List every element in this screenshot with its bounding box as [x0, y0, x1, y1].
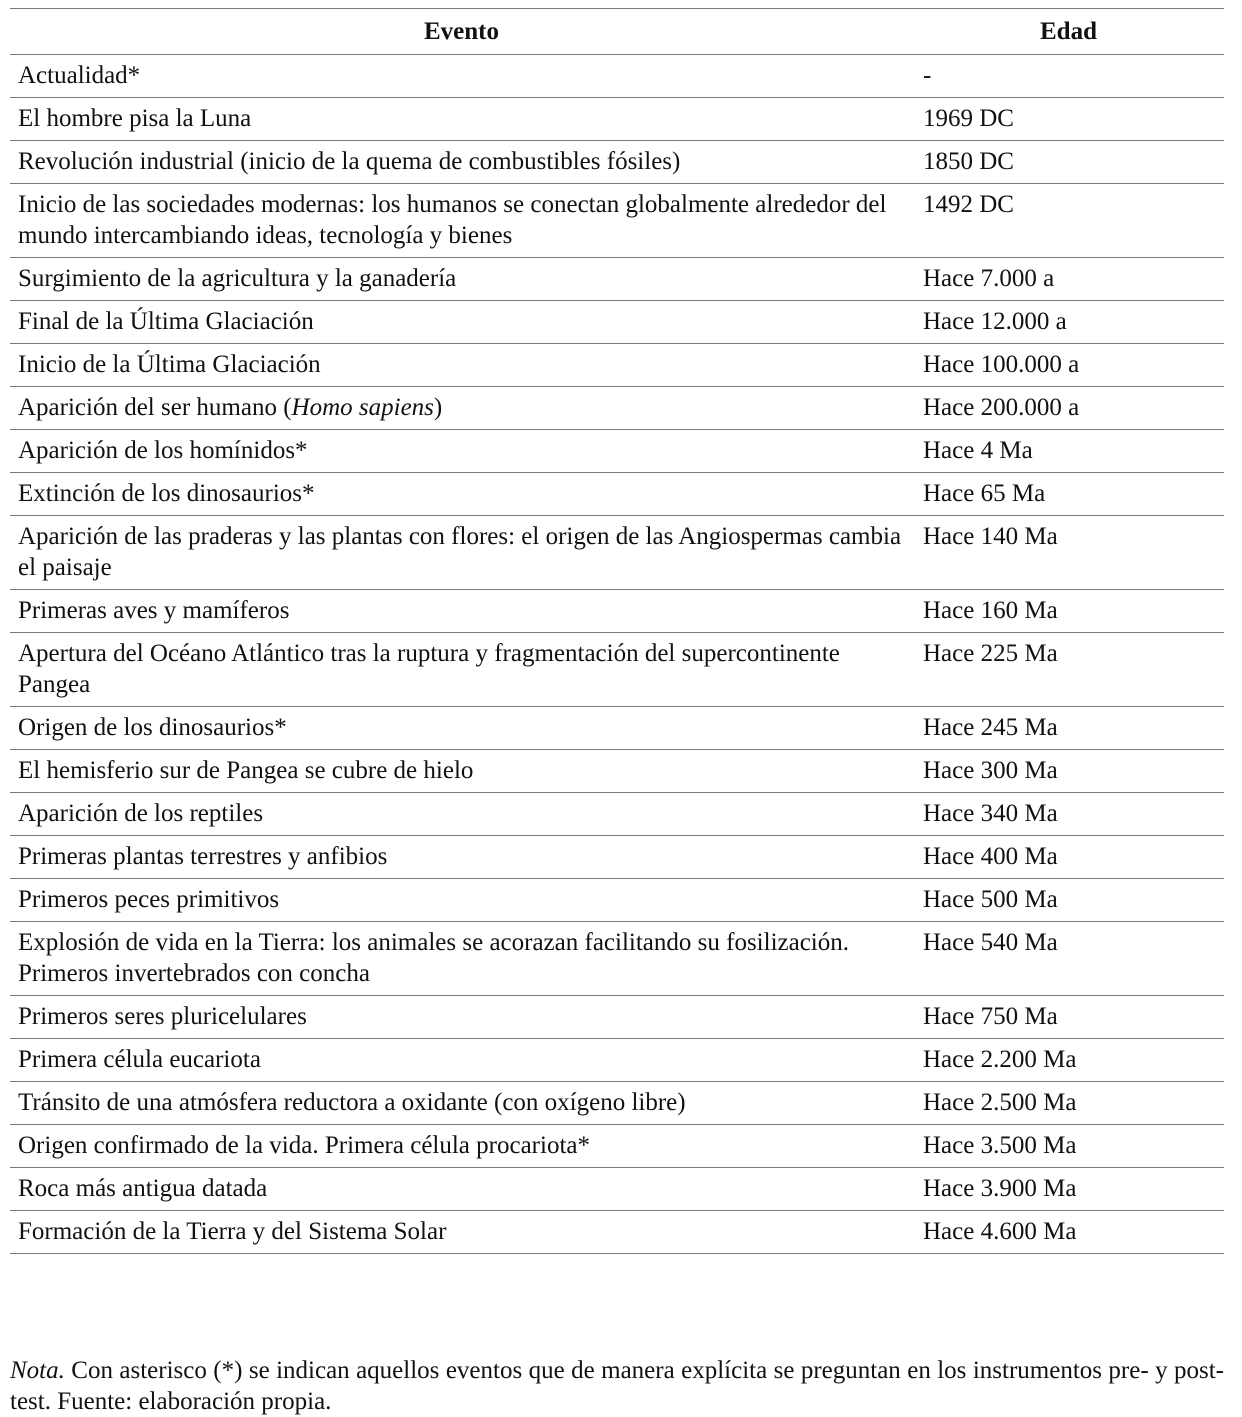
- event-cell: Extinción de los dinosaurios*: [10, 473, 913, 516]
- age-cell: Hace 2.200 Ma: [913, 1039, 1224, 1082]
- table-row: [10, 141, 1224, 184]
- age-cell: Hace 3.500 Ma: [913, 1125, 1224, 1168]
- table-row: [10, 258, 1224, 301]
- table-note: [10, 1355, 1224, 1417]
- table-row: [10, 1039, 1224, 1082]
- table-row: [10, 793, 1224, 836]
- age-cell: Hace 65 Ma: [913, 473, 1224, 516]
- table-row: [10, 387, 1224, 430]
- age-cell: Hace 200.000 a: [913, 387, 1224, 430]
- table-row: [10, 344, 1224, 387]
- age-cell: Hace 4.600 Ma: [913, 1211, 1224, 1254]
- age-cell: Hace 500 Ma: [913, 879, 1224, 922]
- age-cell: Hace 540 Ma: [913, 922, 1224, 996]
- event-cell: Surgimiento de la agricultura y la ganadería: [10, 258, 913, 301]
- event-cell: Roca más antigua datada: [10, 1168, 913, 1211]
- event-text: Aparición del ser humano (: [18, 394, 292, 421]
- event-text: ): [433, 394, 443, 421]
- table-row: [10, 633, 1224, 707]
- age-cell: Hace 12.000 a: [913, 301, 1224, 344]
- age-cell: Hace 300 Ma: [913, 750, 1224, 793]
- age-cell: 1969 DC: [913, 98, 1224, 141]
- event-cell: Explosión de vida en la Tierra: los animales se acorazan facilitando su fosilización. Primeros invertebrados con concha: [10, 922, 913, 996]
- age-cell: Hace 100.000 a: [913, 344, 1224, 387]
- event-cell: Aparición de las praderas y las plantas con flores: el origen de las Angiospermas cambia el paisaje: [10, 516, 913, 590]
- event-cell: Aparición de los reptiles: [10, 793, 913, 836]
- table-row: [10, 98, 1224, 141]
- age-cell: Hace 160 Ma: [913, 590, 1224, 633]
- age-cell: Hace 225 Ma: [913, 633, 1224, 707]
- table-row: [10, 922, 1224, 996]
- age-cell: 1850 DC: [913, 141, 1224, 184]
- event-cell: Tránsito de una atmósfera reductora a oxidante (con oxígeno libre): [10, 1082, 913, 1125]
- age-cell: Hace 4 Ma: [913, 430, 1224, 473]
- species-name: Homo sapiens: [291, 394, 434, 421]
- header-row: [10, 9, 1224, 55]
- event-cell: Revolución industrial (inicio de la quema de combustibles fósiles): [10, 141, 913, 184]
- table-body: [10, 55, 1224, 1254]
- event-cell: Origen de los dinosaurios*: [10, 707, 913, 750]
- event-cell: Primeros peces primitivos: [10, 879, 913, 922]
- header-age: Edad: [913, 9, 1224, 55]
- event-cell: Inicio de la Última Glaciación: [10, 344, 913, 387]
- event-cell: Apertura del Océano Atlántico tras la ruptura y fragmentación del supercontinente Pangea: [10, 633, 913, 707]
- table-row: [10, 430, 1224, 473]
- table-row: [10, 750, 1224, 793]
- table-row: [10, 184, 1224, 258]
- table-row: [10, 996, 1224, 1039]
- event-cell: Inicio de las sociedades modernas: los humanos se conectan globalmente alrededor del mundo intercambiando ideas, tecnología y bienes: [10, 184, 913, 258]
- table-row: [10, 1082, 1224, 1125]
- event-cell: El hemisferio sur de Pangea se cubre de hielo: [10, 750, 913, 793]
- table-row: [10, 836, 1224, 879]
- table-row: [10, 879, 1224, 922]
- age-cell: Hace 7.000 a: [913, 258, 1224, 301]
- event-cell: Primeros seres pluricelulares: [10, 996, 913, 1039]
- table-row: [10, 1168, 1224, 1211]
- age-cell: Hace 340 Ma: [913, 793, 1224, 836]
- event-cell: Primeras plantas terrestres y anfibios: [10, 836, 913, 879]
- age-cell: Hace 245 Ma: [913, 707, 1224, 750]
- note-text: Con asterisco (*) se indican aquellos eventos que de manera explícita se preguntan en los instrumentos pre- y post-test. Fuente: elaboración propia.: [10, 1357, 1224, 1415]
- event-cell: Final de la Última Glaciación: [10, 301, 913, 344]
- table-row: [10, 707, 1224, 750]
- event-cell: Origen confirmado de la vida. Primera célula procariota*: [10, 1125, 913, 1168]
- event-cell: Aparición de los homínidos*: [10, 430, 913, 473]
- table-row: [10, 1211, 1224, 1254]
- table-row: [10, 1125, 1224, 1168]
- age-cell: Hace 140 Ma: [913, 516, 1224, 590]
- table-row: [10, 55, 1224, 98]
- age-cell: Hace 3.900 Ma: [913, 1168, 1224, 1211]
- timeline-table: [10, 9, 1224, 1254]
- note-lead: Nota.: [10, 1357, 65, 1384]
- event-cell: [10, 387, 913, 430]
- age-cell: Hace 2.500 Ma: [913, 1082, 1224, 1125]
- table-row: [10, 473, 1224, 516]
- age-cell: 1492 DC: [913, 184, 1224, 258]
- header-event: Evento: [10, 9, 913, 55]
- age-cell: Hace 400 Ma: [913, 836, 1224, 879]
- event-cell: El hombre pisa la Luna: [10, 98, 913, 141]
- table-row: [10, 516, 1224, 590]
- event-cell: Primeras aves y mamíferos: [10, 590, 913, 633]
- table-row: [10, 301, 1224, 344]
- event-cell: Actualidad*: [10, 55, 913, 98]
- event-cell: Primera célula eucariota: [10, 1039, 913, 1082]
- age-cell: -: [913, 55, 1224, 98]
- table-row: [10, 590, 1224, 633]
- event-cell: Formación de la Tierra y del Sistema Solar: [10, 1211, 913, 1254]
- age-cell: Hace 750 Ma: [913, 996, 1224, 1039]
